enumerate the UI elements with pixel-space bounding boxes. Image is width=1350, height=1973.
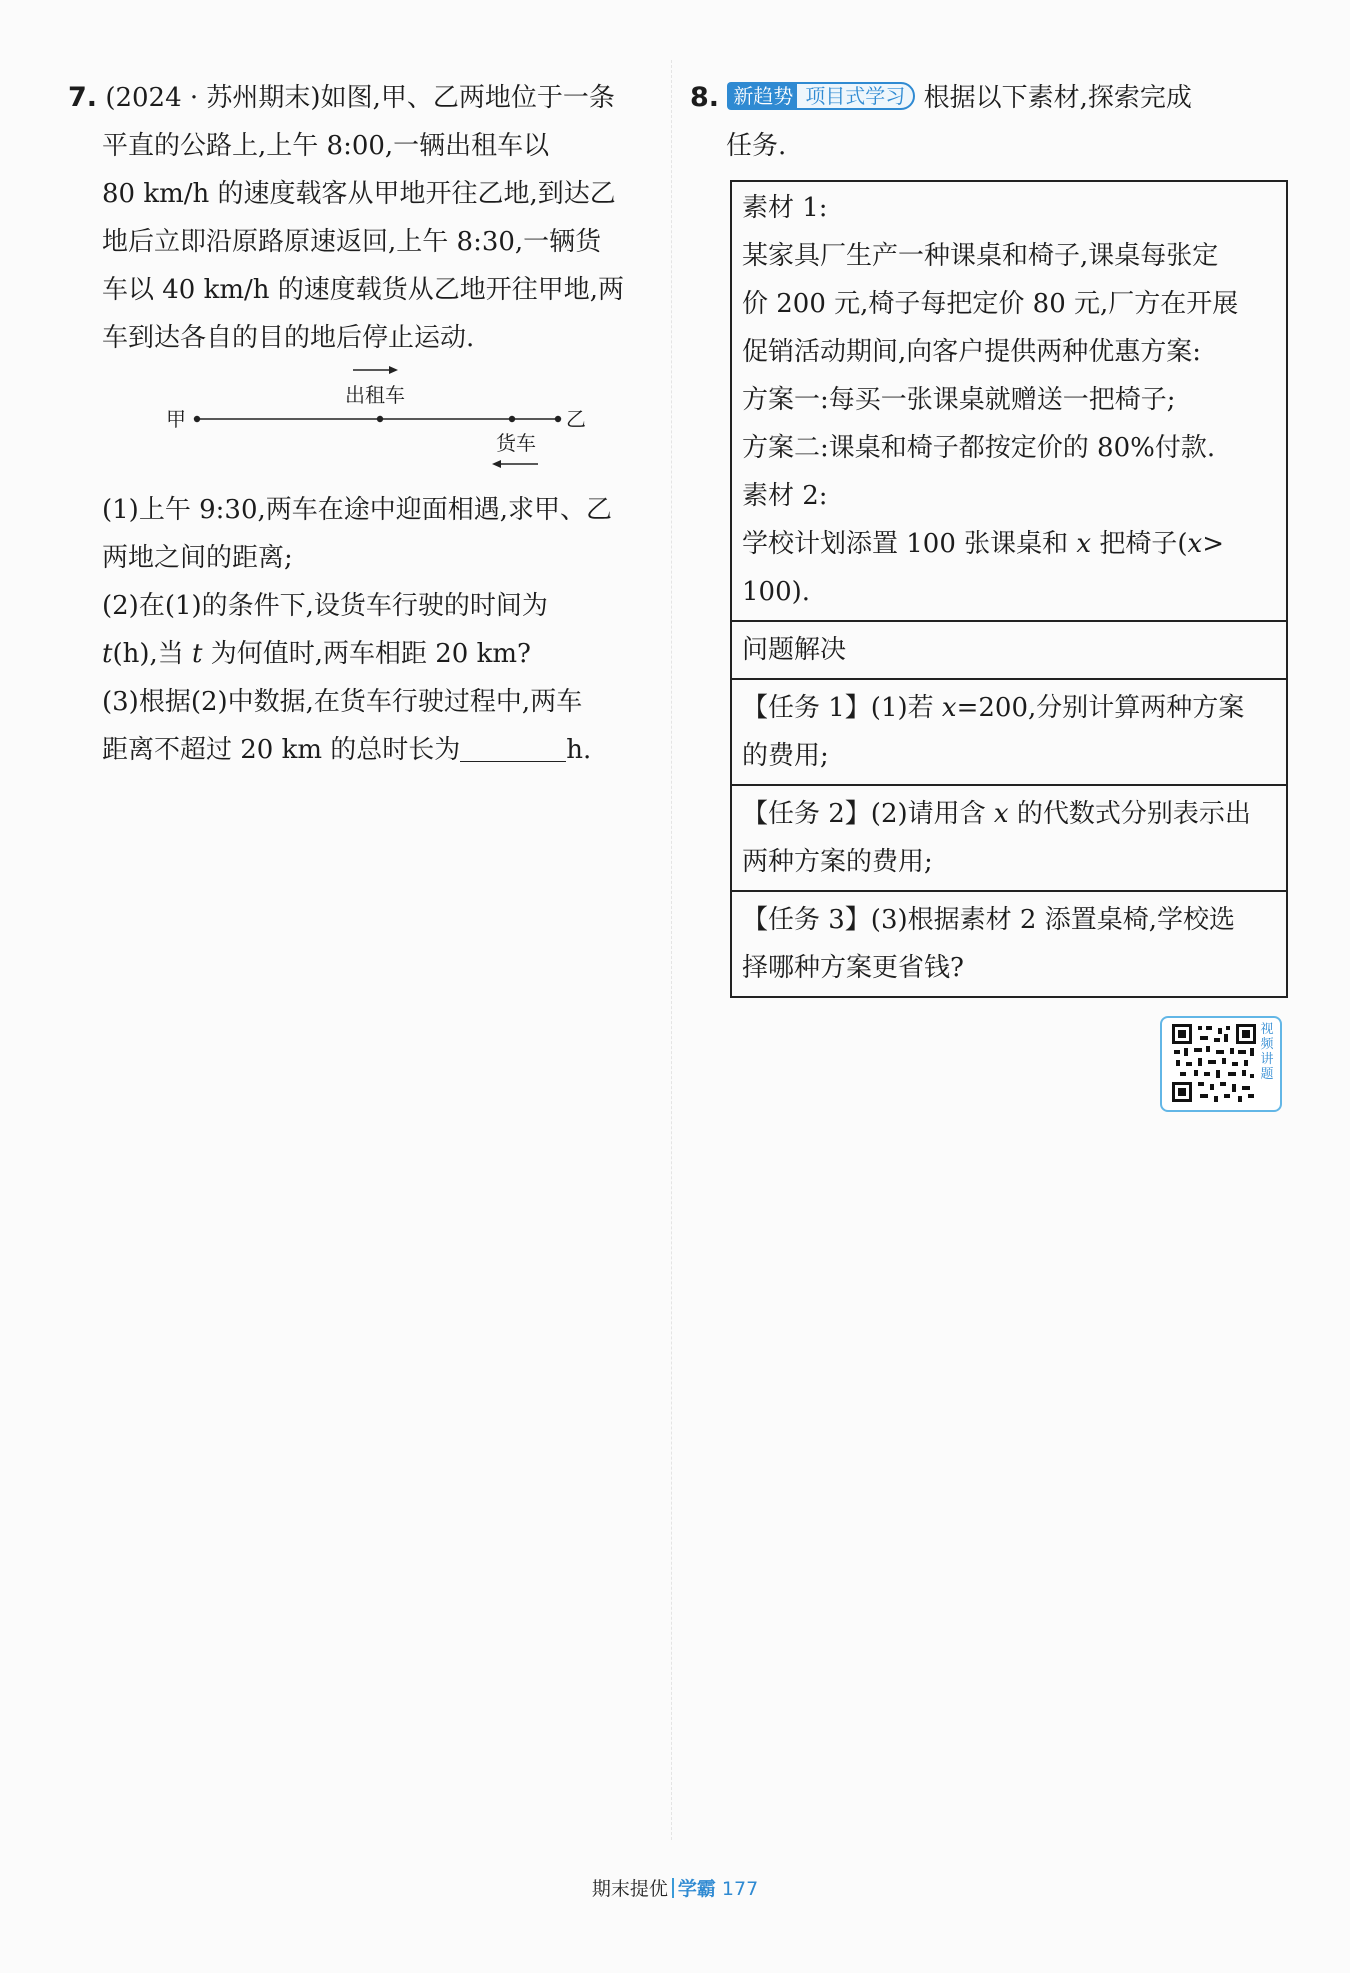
material2-line-2: 100). <box>742 577 811 607</box>
q7-part1-line-1: 两地之间的距离; <box>102 543 293 573</box>
qr-label: 视频讲题 <box>1260 1022 1274 1082</box>
point-truck <box>509 416 515 422</box>
q8-stem-a: 根据以下素材,探索完成 <box>915 83 1192 113</box>
material2-line-1 <box>742 520 1276 568</box>
q7-stem-line-3: 地后立即沿原路原速返回,上午 8:30,一辆货 <box>102 227 602 257</box>
material-line-1: 某家具厂生产一种课桌和椅子,课桌每张定 <box>742 241 1219 271</box>
q7-road-diagram <box>160 360 600 470</box>
material-line-5: 方案二:课桌和椅子都按定价的 80%付款. <box>742 433 1216 463</box>
task-1-line-1 <box>742 684 1276 732</box>
material-line-0: 素材 1: <box>742 193 828 223</box>
materials-cell <box>732 182 1286 620</box>
footer-separator <box>672 1878 674 1898</box>
q7-first-line <box>68 74 658 122</box>
q7-source: (2024 · 苏州期末) <box>105 83 321 113</box>
video-qr-code[interactable] <box>1160 1016 1282 1112</box>
q7-part2-text-a: (h),当 <box>112 639 193 669</box>
var-x-2: x <box>1187 529 1203 559</box>
q7-stem-line-4: 车以 40 km/h 的速度载货从乙地开往甲地,两 <box>102 275 625 305</box>
footer-section: 期末提优 <box>591 1878 668 1900</box>
task-1-var-x: x <box>941 693 957 723</box>
q7-part2-line-1: (2)在(1)的条件下,设货车行驶的时间为 <box>102 591 548 621</box>
q7-number: 7. <box>68 82 98 113</box>
task-1-line-2: 的费用; <box>742 741 829 771</box>
task-3-line-1: 【任务 3】(3)根据素材 2 添置桌椅,学校选 <box>742 905 1235 935</box>
point-a <box>194 416 200 422</box>
material-line-3: 促销活动期间,向客户提供两种优惠方案: <box>742 337 1202 367</box>
q7-part2-text-b: 为何值时,两车相距 20 km? <box>202 639 531 669</box>
q8-first-line <box>690 74 1290 122</box>
task-2-line-2: 两种方案的费用; <box>742 847 933 877</box>
q8-stem-b: 任务. <box>726 131 787 161</box>
column-divider <box>671 60 672 1840</box>
material2-text-b: 把椅子( <box>1091 529 1188 559</box>
q7-var-t: t <box>102 639 113 669</box>
truck-arrow-head <box>492 460 501 468</box>
question-8 <box>690 74 1290 170</box>
taxi-arrow-head <box>389 366 398 374</box>
q7-part3-text-a: 距离不超过 20 km 的总时长为 <box>102 735 461 765</box>
qr-code-icon <box>1172 1024 1256 1102</box>
q7-stem-line-2: 80 km/h 的速度载客从甲地开往乙地,到达乙 <box>102 179 616 209</box>
task-3-cell <box>732 890 1286 996</box>
diagram-label-b: 乙 <box>566 407 586 431</box>
q7-stem-line-5: 车到达各自的目的地后停止运动. <box>102 323 475 353</box>
material-line-4: 方案一:每买一张课桌就赠送一把椅子; <box>742 385 1176 415</box>
task-2-var-x: x <box>993 799 1009 829</box>
var-x: x <box>1076 529 1092 559</box>
task-2-line-1 <box>742 790 1276 838</box>
diagram-label-truck: 货车 <box>496 431 536 455</box>
diagram-label-a: 甲 <box>166 407 186 431</box>
footer-brand: 学霸 <box>677 1878 716 1900</box>
task-1-cell <box>732 678 1286 784</box>
diagram-label-taxi: 出租车 <box>345 383 405 407</box>
q7-part3-line-2 <box>68 726 658 774</box>
new-trend-tag: 新趋势 <box>727 82 799 110</box>
task-1-text-a: 【任务 1】(1)若 <box>742 693 942 723</box>
page-number: 177 <box>721 1878 759 1900</box>
q7-part3-line-1: (3)根据(2)中数据,在货车行驶过程中,两车 <box>102 687 583 717</box>
task-1-text-b: =200,分别计算两种方案 <box>956 693 1245 723</box>
q7-answer-blank[interactable] <box>460 731 566 762</box>
q7-stem-line-1: 平直的公路上,上午 8:00,一辆出租车以 <box>102 131 550 161</box>
material-line-2: 价 200 元,椅子每把定价 80 元,厂方在开展 <box>742 289 1239 319</box>
task-3-line-2: 择哪种方案更省钱? <box>742 953 964 983</box>
point-b <box>555 416 561 422</box>
point-taxi <box>377 416 383 422</box>
q7-part1-line-0: (1)上午 9:30,两车在途中迎面相遇,求甲、乙 <box>102 495 613 525</box>
task-2-cell <box>732 784 1286 890</box>
problem-header-cell <box>732 620 1286 678</box>
task-2-text-a: 【任务 2】(2)请用含 <box>742 799 994 829</box>
task-2-text-b: 的代数式分别表示出 <box>1008 799 1251 829</box>
q7-var-t-2: t <box>192 639 203 669</box>
q7-part3-text-b: h. <box>566 735 592 765</box>
page-footer <box>0 1874 1350 1901</box>
q8-material-table <box>730 180 1288 998</box>
q7-part2-line-2 <box>68 630 658 678</box>
q8-number: 8. <box>690 82 720 113</box>
material2-text-a: 学校计划添置 100 张课桌和 <box>742 529 1077 559</box>
material-line-6: 素材 2: <box>742 481 828 511</box>
problem-header: 问题解决 <box>742 635 847 665</box>
q7-stem-line-0: 如图,甲、乙两地位于一条 <box>320 83 615 113</box>
project-learning-tag: 项目式学习 <box>795 82 915 110</box>
material2-gt: > <box>1202 529 1224 559</box>
